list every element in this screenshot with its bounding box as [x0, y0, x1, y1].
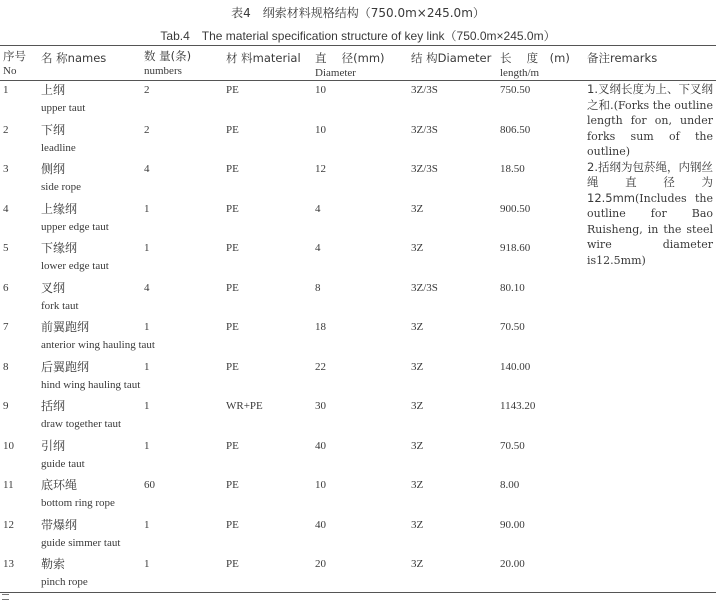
- remark-1-cn: 1.叉纲长度为上、下叉纲之和.: [587, 82, 713, 112]
- cell-no: 3: [3, 163, 9, 175]
- cell-structure: 3Z/3S: [411, 123, 438, 136]
- cell-diameter: 10: [315, 123, 326, 136]
- cell-diameter: 8: [315, 281, 321, 294]
- cell-name-cn: 括纲: [41, 399, 66, 413]
- cell-numbers: 4: [144, 163, 150, 175]
- cell-structure: 3Z: [411, 558, 424, 570]
- cell-name-cn: 后翼跑纲: [41, 359, 90, 374]
- cell-diameter: 20: [315, 558, 326, 570]
- cell-diameter: 10: [315, 479, 326, 491]
- cell-name-cn: 下缘纲: [41, 241, 78, 255]
- cell-length: 70.50: [500, 321, 525, 333]
- header-length-en: length/m: [500, 67, 540, 79]
- cell-numbers: 1: [144, 400, 150, 412]
- cell-numbers: 2: [144, 84, 150, 96]
- remark-2-cn: 2.括纲为包菸绳，内钢丝绳直径为12.5mm: [587, 159, 713, 205]
- cell-name-en: pinch rope: [41, 576, 88, 588]
- cell-no: 8: [3, 360, 9, 373]
- cell-no: 6: [3, 281, 9, 294]
- cell-material: PE: [226, 518, 239, 531]
- cell-numbers: 1: [144, 518, 150, 531]
- cell-name-en: anterior wing hauling taut: [41, 339, 155, 351]
- cell-name-cn: 带爆纲: [41, 517, 78, 532]
- cell-name-en: leadline: [41, 141, 76, 154]
- cell-material: PE: [226, 242, 239, 254]
- cell-diameter: 4: [315, 242, 321, 254]
- header-numbers-en: numbers: [144, 65, 182, 77]
- cell-structure: 3Z: [411, 242, 424, 254]
- cell-name-en: fork taut: [41, 299, 79, 312]
- cell-length: 18.50: [500, 163, 525, 175]
- header-no-cn: 序号: [3, 49, 26, 63]
- cell-name-en: side rope: [41, 181, 82, 193]
- cell-material: WR+PE: [226, 400, 263, 412]
- cell-material: PE: [226, 321, 239, 333]
- cell-no: 13: [3, 558, 14, 570]
- cell-no: 2: [3, 123, 9, 136]
- cell-material: PE: [226, 202, 239, 215]
- cell-material: PE: [226, 558, 239, 570]
- header-no-en: No: [3, 65, 17, 77]
- cell-length: 20.00: [500, 558, 525, 570]
- cell-length: 80.10: [500, 281, 525, 294]
- cell-numbers: 1: [144, 360, 150, 373]
- cell-no: 9: [3, 400, 9, 412]
- cell-length: 750.50: [500, 84, 531, 96]
- cell-name-cn: 勒索: [41, 557, 66, 571]
- cell-name-en: hind wing hauling taut: [41, 378, 141, 391]
- cell-name-cn: 前翼跑纲: [41, 320, 90, 334]
- cell-diameter: 12: [315, 163, 326, 175]
- cell-name-en: lower edge taut: [41, 260, 109, 272]
- cell-no: 10: [3, 439, 14, 452]
- cell-numbers: 1: [144, 439, 150, 452]
- header-numbers-cn: 数 量(条): [144, 49, 192, 63]
- cell-length: 90.00: [500, 518, 525, 531]
- header-diameter-cn: 直 径(mm): [315, 51, 385, 65]
- cell-structure: 3Z/3S: [411, 163, 438, 175]
- cell-name-cn: 叉纲: [41, 280, 66, 295]
- cell-diameter: 4: [315, 202, 321, 215]
- header-remarks: 备注remarks: [587, 51, 658, 65]
- bottom-rule: [0, 592, 716, 593]
- cell-length: 900.50: [500, 202, 531, 215]
- cell-structure: 3Z/3S: [411, 84, 438, 96]
- cell-name-cn: 下纲: [41, 122, 66, 137]
- cell-no: 1: [3, 84, 9, 96]
- cell-numbers: 4: [144, 281, 150, 294]
- cell-name-cn: 引纲: [41, 438, 66, 453]
- cell-diameter: 30: [315, 400, 326, 412]
- cell-structure: 3Z: [411, 321, 424, 333]
- cell-material: PE: [226, 281, 239, 294]
- cell-no: 11: [3, 479, 14, 491]
- cell-structure: 3Z: [411, 439, 424, 452]
- cell-length: 918.60: [500, 242, 531, 254]
- cell-length: 806.50: [500, 123, 531, 136]
- remark-2-en: (Includes the outline for Bao Ruisheng, in the steel wire diameter is12.5mm): [587, 191, 713, 267]
- cell-no: 7: [3, 321, 9, 333]
- cell-name-en: draw together taut: [41, 418, 122, 430]
- cell-structure: 3Z: [411, 400, 424, 412]
- cell-no: 4: [3, 202, 9, 215]
- cell-material: PE: [226, 163, 239, 175]
- header-length-cn: 长 度 (m): [500, 51, 570, 65]
- remarks-cell: [587, 82, 713, 268]
- remark-1-en: (Forks the outline length for on, under forks sum of the outline): [587, 98, 713, 158]
- footnote-mark: [2, 594, 9, 600]
- cell-length: 8.00: [500, 479, 520, 491]
- header-rule: [0, 80, 716, 81]
- cell-no: 12: [3, 518, 14, 531]
- cell-name-cn: 上纲: [41, 83, 66, 97]
- cell-name-en: upper taut: [41, 102, 86, 114]
- cell-material: PE: [226, 439, 239, 452]
- cell-numbers: 1: [144, 242, 150, 254]
- cell-name-en: upper edge taut: [41, 220, 109, 233]
- cell-structure: 3Z: [411, 202, 424, 215]
- cell-name-cn: 底环绳: [41, 478, 78, 492]
- header-name: 名 称names: [41, 51, 107, 65]
- header-diameter-en: Diameter: [315, 67, 356, 79]
- cell-numbers: 2: [144, 123, 150, 136]
- table-title-cn: 表4 纲索材料规格结构（750.0m×245.0m）: [231, 6, 485, 20]
- cell-name-cn: 上缘纲: [41, 201, 78, 216]
- cell-no: 5: [3, 242, 9, 254]
- cell-structure: 3Z: [411, 479, 424, 491]
- cell-numbers: 60: [144, 479, 155, 491]
- cell-structure: 3Z: [411, 518, 424, 531]
- cell-name-cn: 侧纲: [41, 162, 66, 176]
- cell-length: 1143.20: [500, 400, 536, 412]
- header-structure: 结 构Diameter: [411, 51, 492, 65]
- cell-numbers: 1: [144, 558, 150, 570]
- cell-diameter: 18: [315, 321, 326, 333]
- cell-name-en: guide simmer taut: [41, 536, 121, 549]
- cell-material: PE: [226, 360, 239, 373]
- cell-length: 70.50: [500, 439, 525, 452]
- cell-numbers: 1: [144, 321, 150, 333]
- top-rule: [0, 45, 716, 46]
- cell-diameter: 22: [315, 360, 326, 373]
- header-material: 材 料material: [226, 51, 301, 65]
- cell-material: PE: [226, 84, 239, 96]
- cell-length: 140.00: [500, 360, 531, 373]
- cell-material: PE: [226, 123, 239, 136]
- cell-diameter: 10: [315, 84, 326, 96]
- cell-numbers: 1: [144, 202, 150, 215]
- cell-name-en: bottom ring rope: [41, 497, 115, 509]
- cell-name-en: guide taut: [41, 457, 85, 470]
- cell-structure: 3Z: [411, 360, 424, 373]
- cell-material: PE: [226, 479, 239, 491]
- cell-structure: 3Z/3S: [411, 281, 438, 294]
- table-title-en: Tab.4 The material specification structure of key link（750.0m×245.0m）: [160, 29, 556, 43]
- cell-diameter: 40: [315, 518, 326, 531]
- cell-diameter: 40: [315, 439, 326, 452]
